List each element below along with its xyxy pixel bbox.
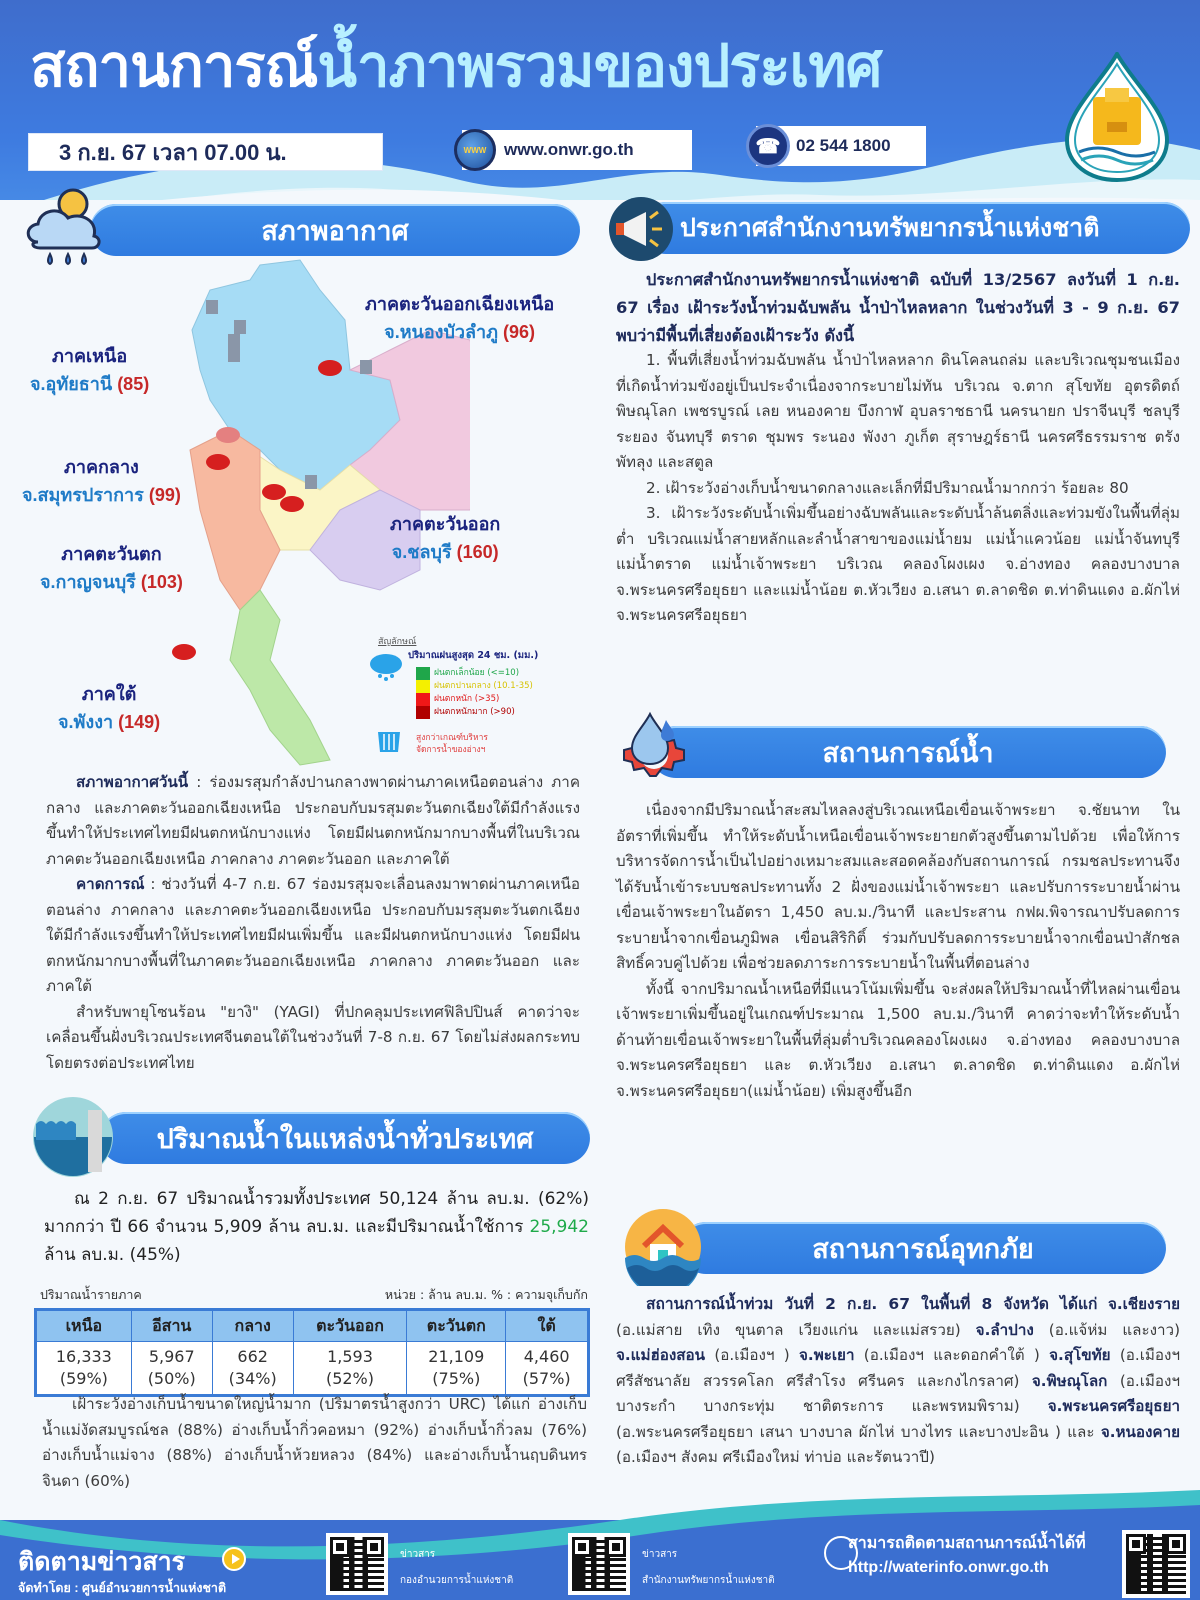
flood-province: จ.พิษณุโลก: [1031, 1371, 1108, 1390]
col-north: เหนือ: [36, 1310, 132, 1342]
footer-waterinfo-link[interactable]: [848, 1532, 1086, 1580]
cell-west: [407, 1342, 506, 1396]
table-header-row: [36, 1310, 589, 1342]
water-situation-text: [616, 798, 1180, 1104]
cell-value: 4,460: [523, 1347, 570, 1366]
phone-contact[interactable]: [756, 126, 926, 166]
cell-north: [36, 1342, 132, 1396]
region-north-label: [30, 342, 149, 398]
table-title: ปริมาณน้ำรายภาค: [40, 1287, 142, 1302]
legend-title: สัญลักษณ์: [378, 637, 417, 647]
title-part-1: สถานการณ์: [30, 34, 318, 99]
announcement-section-header: [640, 202, 1190, 254]
weather-today-text: : ร่องมรสุมกำลังปานกลางพาดผ่านภาคเหนือตอนล่าง ภาคกลาง และภาคตะวันออกเฉียงเหนือ ประกอบกับมรสุมตะวันตกเฉียงใต้มีกำลังแรงขึ้นทำให้ประเทศไทยมีฝนตกหนักบางแห่ง โดยมีฝนตกหนักมากบางพื้นที่ในบริเวณภาคตะวันออกเฉียงเหนือ ภาคกลาง ภาคตะวันออก และภาคใต้: [46, 773, 580, 868]
region-northeast-label: [365, 290, 554, 346]
flood-section-title: สถานการณ์อุทกภัย: [812, 1233, 1034, 1264]
rain-value: (85): [117, 374, 150, 394]
footer-web-url[interactable]: http://waterinfo.onwr.go.th: [848, 1559, 1049, 1576]
flood-district: (อ.เมืองฯ สังคม ศรีเมืองใหม่ ท่าบ่อ และรัตนวาปี): [616, 1448, 935, 1466]
col-east: ตะวันออก: [293, 1310, 407, 1342]
phone-icon: ☎: [746, 124, 790, 168]
legend-label-heavy: ฝนตกหนัก (>35): [434, 694, 500, 704]
announcement-item-1: 1. พื้นที่เสี่ยงน้ำท่วมฉับพลัน น้ำป่าไหลหลาก ดินโคลนถล่ม และบริเวณชุมชนเมืองที่เกิดน้ำท่วมขังอยู่เป็นประจำเนื่องจากระบายไม่ทัน บริเวณ จ.ตาก สุโขทัย อุตรดิตถ์ พิษณุโลก เพชรบูรณ์ เลย หนองคาย บึงกาฬ อุบลราชธานี นครนายก ปราจีนบุรี ชลบุรี ระยอง จันทบุรี ตราด ชุมพร ระนอง พังงา ภูเก็ต สุราษฎร์ธานี นครศรีธรรมราช ตรัง พัทลุง และสตูล: [616, 351, 1180, 471]
region-south-label: [58, 680, 160, 736]
flood-paragraph: [616, 1292, 1180, 1471]
onwr-logo-icon: [1063, 52, 1171, 182]
cell-value: 16,333: [55, 1347, 112, 1366]
qr1-label-bottom: กองอำนวยการน้ำแห่งชาติ: [400, 1575, 514, 1586]
rain-value: (103): [140, 572, 183, 592]
cell-central: [212, 1342, 293, 1396]
announcement-item-2: 2. เฝ้าระวังอ่างเก็บน้ำขนาดกลางและเล็กที่มีปริมาณน้ำมากกว่า ร้อยละ 80: [646, 478, 1129, 497]
cell-value: 21,109: [428, 1347, 485, 1366]
flood-province: จ.ลำปาง: [975, 1320, 1034, 1339]
flood-text: [616, 1292, 1180, 1471]
water-situation-section-title: สถานการณ์น้ำ: [822, 737, 994, 768]
reservoir-section-header: [100, 1112, 590, 1164]
cell-percent: (50%): [147, 1369, 196, 1388]
col-central: กลาง: [212, 1310, 293, 1342]
regional-water-table: [34, 1308, 590, 1397]
qr-pattern: [572, 1537, 626, 1591]
reservoir-summary-text: ณ 2 ก.ย. 67 ปริมาณน้ำรวมทั้งประเทศ 50,124 ล้าน ลบ.ม. (62%) มากกว่า ปี 66 จำนวน 5,909 ล้าน ลบ.ม. และมีปริมาณน้ำใช้การ: [44, 1189, 589, 1237]
cell-value: 662: [237, 1347, 268, 1366]
region-name: ภาคตะวันออกเฉียงเหนือ: [365, 294, 555, 314]
weather-cloud-sun-icon: [18, 182, 110, 270]
cell-percent: (57%): [522, 1369, 571, 1388]
col-northeast: อีสาน: [131, 1310, 212, 1342]
dam-water-icon: [32, 1096, 114, 1178]
flood-section-header: [680, 1222, 1166, 1274]
announcement-section-title: ประกาศสำนักงานทรัพยากรน้ำแห่งชาติ: [680, 214, 1100, 242]
megaphone-icon: [608, 196, 674, 262]
flood-district: (อ.พระนครศรีอยุธยา เสนา บางบาล ผักไห่ บางไทร และบางปะอิน ) และ: [616, 1422, 1101, 1441]
cell-percent: (75%): [432, 1369, 481, 1388]
region-name: ภาคตะวันตก: [61, 544, 162, 564]
weather-forecast-label: คาดการณ์: [76, 875, 145, 893]
weather-forecast-text: : ช่วงวันที่ 4-7 ก.ย. 67 ร่องมรสุมจะเลื่อนลงมาพาดผ่านภาคเหนือตอนล่าง ภาคกลาง และภาคตะวันออกเฉียงเหนือ ประกอบกับมรสุมตะวันตกเฉียงใต้มีกำลังแรงขึ้นทำให้ประเทศไทยมีฝนเพิ่มขึ้น และมีฝนตกหนักบางแห่ง โดยมีฝนตกหนักมากบางพื้นที่ในภาคตะวันออกเฉียงเหนือ ภาคกลาง ภาคตะวันออก และภาคใต้: [46, 875, 580, 995]
qr-pattern: [1126, 1534, 1186, 1594]
reservoir-warning: [42, 1392, 587, 1494]
cell-percent: (52%): [325, 1369, 374, 1388]
globe-www-icon: [454, 129, 496, 171]
water-situation-section-header: [650, 726, 1166, 778]
website-text: www.onwr.go.th: [504, 140, 634, 159]
region-name: ภาคเหนือ: [52, 346, 128, 366]
legend-swatch-light: [416, 667, 430, 680]
cell-percent: (34%): [228, 1369, 277, 1388]
qr2-label-top: ข่าวสาร: [642, 1549, 678, 1560]
col-south: ใต้: [506, 1310, 589, 1342]
province-name: จ.พังงา: [58, 712, 114, 732]
page-title: [30, 34, 882, 99]
weather-today-paragraph: [46, 770, 580, 872]
legend-swatch-heavy: [416, 693, 430, 706]
col-west: ตะวันตก: [407, 1310, 506, 1342]
rain-value: (99): [148, 485, 181, 505]
flood-district: (อ.เมืองฯ ศรีสัชนาลัย สวรรคโลก ศรีสำโรง ศรีนคร และกงไกรลาศ): [616, 1346, 1180, 1390]
map-legend: [368, 636, 588, 766]
weather-section-header: [90, 204, 580, 256]
dam-icon: [376, 728, 402, 754]
flood-district: (อ.เมืองฯ ): [705, 1346, 800, 1364]
rain-value: (149): [118, 712, 161, 732]
qr-pattern: [330, 1537, 384, 1591]
website-link[interactable]: [462, 130, 692, 170]
legend-label-moderate: ฝนตกปานกลาง (10.1-35): [434, 681, 533, 691]
flood-headline: สถานการณ์น้ำท่วม วันที่ 2 ก.ย. 67 ในพื้นที่ 8 จังหวัด ได้แก่: [646, 1295, 1098, 1313]
legend-rain-title: ปริมาณฝนสูงสุด 24 ชม. (มม.): [408, 650, 539, 661]
flood-province: จ.เชียงราย: [1107, 1295, 1181, 1313]
flood-district: (อ.แจ้ห่ม และงาว): [1033, 1320, 1180, 1339]
table-row: [36, 1342, 589, 1396]
cell-value: 1,593: [327, 1347, 373, 1366]
province-name: จ.กาญจนบุรี: [40, 572, 136, 592]
region-west-label: [40, 540, 183, 596]
title-part-2: น้ำภาพรวมของประเทศ: [317, 34, 882, 99]
reservoir-summary: [44, 1185, 589, 1269]
qr2-label-bottom: สำนักงานทรัพยากรน้ำแห่งชาติ: [642, 1575, 775, 1586]
region-east-label: [390, 510, 500, 566]
qr-code-waterinfo[interactable]: [1122, 1530, 1190, 1598]
announcement-item-3: 3. เฝ้าระวังระดับน้ำเพิ่มขึ้นอย่างฉับพลันและระดับน้ำล้นตลิ่งและท่วมขังในพื้นที่ลุ่มต่ำ บริเวณแม่น้ำสายหลักและลำน้ำสาขาของแม่น้ำยม แม่น้ำแควน้อย แม่น้ำจันทบุรี แม่น้ำตราด แม่น้ำเจ้าพระยา บริเวณ คลองโผงเผง จ.อ่างทอง คลองบางบาล จ.พระนครศรีอยุธยา และแม่น้ำน้อย ต.หัวเวียง อ.เสนา ต.ลาดชิด ต.ท่าดินแดง อ.ผักไห่ จ.พระนครศรีอยุธยา: [616, 504, 1180, 624]
announcement-headline: [616, 266, 1180, 350]
cell-value: 5,967: [148, 1347, 195, 1366]
announcement-items: [616, 348, 1180, 629]
www-icon-label: WWW: [463, 145, 487, 155]
weather-forecast-paragraph: [46, 872, 580, 1000]
rain-value: (160): [456, 542, 499, 562]
date-time-text: 3 ก.ย. 67 เวลา 07.00 น.: [59, 139, 287, 165]
region-name: ภาคตะวันออก: [390, 514, 501, 534]
rain-value: (96): [503, 322, 536, 342]
cell-east: [293, 1342, 407, 1396]
qr1-label-top: ข่าวสาร: [400, 1549, 436, 1560]
province-name: จ.หนองบัวลำภู: [384, 322, 498, 342]
flood-district: (อ.เมืองฯ บางระกำ บางกระทุ่ม ชาติตระการ และพรหมพิราม): [616, 1371, 1180, 1415]
table-unit: หน่วย : ล้าน ลบ.ม. % : ความจุเก็บกัก: [384, 1287, 588, 1302]
legend-swatch-moderate: [416, 680, 430, 693]
flood-district: (อ.แม่สาย เทิง ขุนตาล เวียงแก่น และแม่สรวย): [616, 1320, 976, 1339]
footer-title: ติดตามข่าวสาร: [18, 1548, 186, 1576]
flooded-house-icon: [624, 1208, 702, 1286]
usable-water-value: 25,942: [529, 1217, 589, 1237]
footer-produced-by: จัดทำโดย : ศูนย์อำนวยการน้ำแห่งชาติ: [18, 1581, 227, 1595]
cell-northeast: [131, 1342, 212, 1396]
region-central-label: [22, 453, 181, 509]
phone-number: 02 544 1800: [796, 136, 891, 155]
water-situation-paragraph-1: เนื่องจากมีปริมาณน้ำสะสมไหลลงสู่บริเวณเหนือเขื่อนเจ้าพระยา จ.ชัยนาท ในอัตราที่เพิ่มขึ้น ทำให้ระดับน้ำเหนือเขื่อนเจ้าพระยายกตัวสูงขึ้นตามไปด้วย เพื่อให้การบริหารจัดการน้ำเป็นไปอย่างเหมาะสมและสอดคล้องกับสถานการณ์ กรมชลประทานจึงได้รับน้ำเข้าระบบชลประทานทั้ง 2 ฝั่งของแม่น้ำเจ้าพระยา และปรับการระบายน้ำผ่านเขื่อนเจ้าพระยาในอัตรา 1,450 ลบ.ม./วินาที และประสาน กฟผ.พิจารณาปรับลดการระบายน้ำจากเขื่อนภูมิพล เขื่อนสิริกิติ์ ร่วมกับปรับลดการระบายน้ำจากเขื่อนป่าสักชลสิทธิ์ควบคู่ไปด้วย เพื่อช่วยลดภาระการระบายน้ำในพื้นที่ตอนล่าง: [616, 801, 1180, 972]
flood-province: จ.หนองคาย: [1100, 1422, 1180, 1441]
legend-dam-label-1: สูงกว่าเกณฑ์บริหาร: [416, 733, 488, 743]
qr-code-nwc[interactable]: [326, 1533, 388, 1595]
legend-label-light: ฝนตกเล็กน้อย (<=10): [434, 668, 520, 678]
cell-south: [506, 1342, 589, 1396]
province-name: จ.ชลบุรี: [391, 542, 452, 562]
footer-web-label: สามารถติดตามสถานการณ์น้ำได้ที่: [848, 1535, 1086, 1552]
reservoir-warning-text: เฝ้าระวังอ่างเก็บน้ำขนาดใหญ่น้ำมาก (ปริมาตรน้ำสูงกว่า URC) ได้แก่ อ่างเก็บน้ำแม่งัดสมบูรณ์ชล (88%) อ่างเก็บน้ำกิ่วคอหมา (92%) อ่างเก็บน้ำกิ่วลม (76%) อ่างเก็บน้ำแม่จาง (88%) อ่างเก็บน้ำห้วยหลวง (84%) และอ่างเก็บน้ำนฤบดินทรจินดา (60%): [42, 1395, 587, 1490]
water-drop-gear-icon: [616, 710, 692, 790]
weather-today-label: สภาพอากาศวันนี้: [76, 773, 189, 791]
announcement-headline-text: ประกาศสำนักงานทรัพยากรน้ำแห่งชาติ ฉบับที่ 13/2567 ลงวันที่ 1 ก.ย. 67 เรื่อง เฝ้าระวังน้ำท่วมฉับพลัน น้ำป่าไหลหลาก ในช่วงวันที่ 3 - 9 ก.ย. 67 พบว่ามีพื้นที่เสี่ยงต้องเฝ้าระวัง ดังนี้: [616, 270, 1180, 345]
flood-province: จ.แม่ฮ่องสอน: [616, 1346, 706, 1364]
date-time-badge: [28, 133, 383, 171]
region-name: ภาคกลาง: [64, 457, 139, 477]
region-name: ภาคใต้: [81, 684, 137, 704]
flood-province: จ.พระนครศรีอยุธยา: [1047, 1397, 1180, 1415]
reservoir-section-title: ปริมาณน้ำในแหล่งน้ำทั่วประเทศ: [156, 1123, 534, 1154]
legend-swatch-very-heavy: [416, 706, 430, 719]
flood-province: จ.พะเยา: [799, 1346, 855, 1364]
legend-label-very-heavy: ฝนตกหนักมาก (>90): [434, 707, 515, 717]
table-caption: [40, 1285, 588, 1305]
weather-description: [46, 770, 580, 1076]
weather-section-title: สภาพอากาศ: [261, 215, 409, 246]
flood-province: จ.สุโขทัย: [1049, 1346, 1111, 1364]
province-name: จ.อุทัยธานี: [30, 374, 113, 394]
qr-code-onwr[interactable]: [568, 1533, 630, 1595]
legend-dam-label-2: จัดการน้ำของอ่างฯ: [416, 745, 486, 755]
play-icon[interactable]: [222, 1547, 246, 1571]
rain-cloud-icon: [368, 650, 404, 684]
reservoir-summary-text-end: ล้าน ลบ.ม. (45%): [44, 1245, 181, 1265]
water-situation-paragraph-2: ทั้งนี้ จากปริมาณน้ำเหนือที่มีแนวโน้มเพิ่มขึ้น จะส่งผลให้ปริมาณน้ำที่ไหลผ่านเขื่อนเจ้าพระยาเพิ่มขึ้นอยู่ในเกณฑ์ประมาณ 1,500 ลบ.ม./วินาที คาดว่าจะทำให้ระดับน้ำด้านท้ายเขื่อนเจ้าพระยาในพื้นที่ลุ่มต่ำบริเวณคลองโผงเผง จ.อ่างทอง คลองบางบาล จ.พระนครศรีอยุธยา และ ต.หัวเวียง อ.เสนา ต.ลาดชิด ต.ท่าดินแดง อ.ผักไห่ จ.พระนครศรีอยุธยา(แม่น้ำน้อย) เพิ่มสูงขึ้นอีก: [616, 979, 1180, 1100]
cell-percent: (59%): [59, 1369, 108, 1388]
province-name: จ.สมุทรปราการ: [22, 485, 144, 505]
storm-yagi-paragraph: สำหรับพายุโซนร้อน "ยางิ" (YAGI) ที่ปกคลุมประเทศฟิลิปปินส์ คาดว่าจะเคลื่อนขึ้นฝั่งบริเวณประเทศจีนตอนใต้ในช่วงวันที่ 7-8 ก.ย. 67 โดยไม่ส่งผลกระทบโดยตรงต่อประเทศไทย: [46, 1002, 580, 1072]
flood-district: (อ.เมืองฯ และดอกคำใต้ ): [854, 1346, 1050, 1364]
